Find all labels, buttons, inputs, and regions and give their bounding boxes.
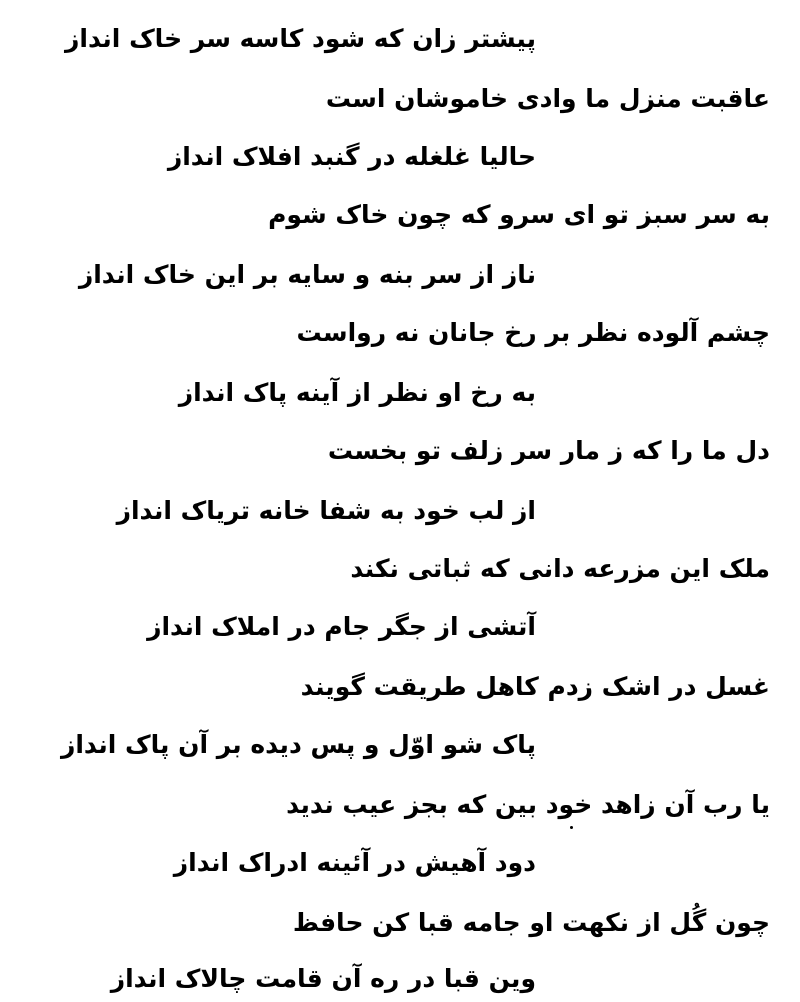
poem-line: آتشی از جگر جام در املاک انداز	[147, 612, 536, 641]
poem-line: ملک این مزرعه دانی که ثباتی نکند	[350, 554, 770, 583]
poem-line: وین قبا در ره آن قامت چالاک انداز	[110, 964, 536, 993]
poem-line: دود آهیش در آئینه ادراک انداز	[173, 848, 536, 877]
poem-line: پاک شو اوّل و پس دیده بر آن پاک انداز	[60, 730, 536, 759]
poem-line: به رخ او نظر از آینه پاک انداز	[178, 378, 536, 407]
poem-line: چون گُل از نکهت او جامه قبا کن حافظ	[292, 908, 770, 937]
poem-line: ناز از سر بنه و سایه بر این خاک انداز	[78, 260, 536, 289]
poem-line: حالیا غلغله در گنبد افلاک انداز	[167, 142, 536, 171]
scan-speck	[570, 826, 573, 829]
poem-line: غسل در اشک زدم کاهل طریقت گویند	[300, 672, 770, 701]
poem-line: به سر سبز تو ای سرو که چون خاک شوم	[268, 200, 770, 229]
poem-line: یا رب آن زاهد خود بین که بجز عیب ندید	[286, 790, 770, 819]
poem-line: چشم آلوده نظر بر رخ جانان نه رواست	[296, 318, 770, 347]
poem-line: از لب خود به شفا خانه تریاک انداز	[116, 496, 536, 525]
poem-line: پیشتر زان که شود کاسه سر خاک انداز	[65, 24, 536, 53]
poem-line: عاقبت منزل ما وادی خاموشان است	[325, 84, 770, 113]
poem-line: دل ما را که ز مار سر زلف تو بخست	[327, 436, 770, 465]
